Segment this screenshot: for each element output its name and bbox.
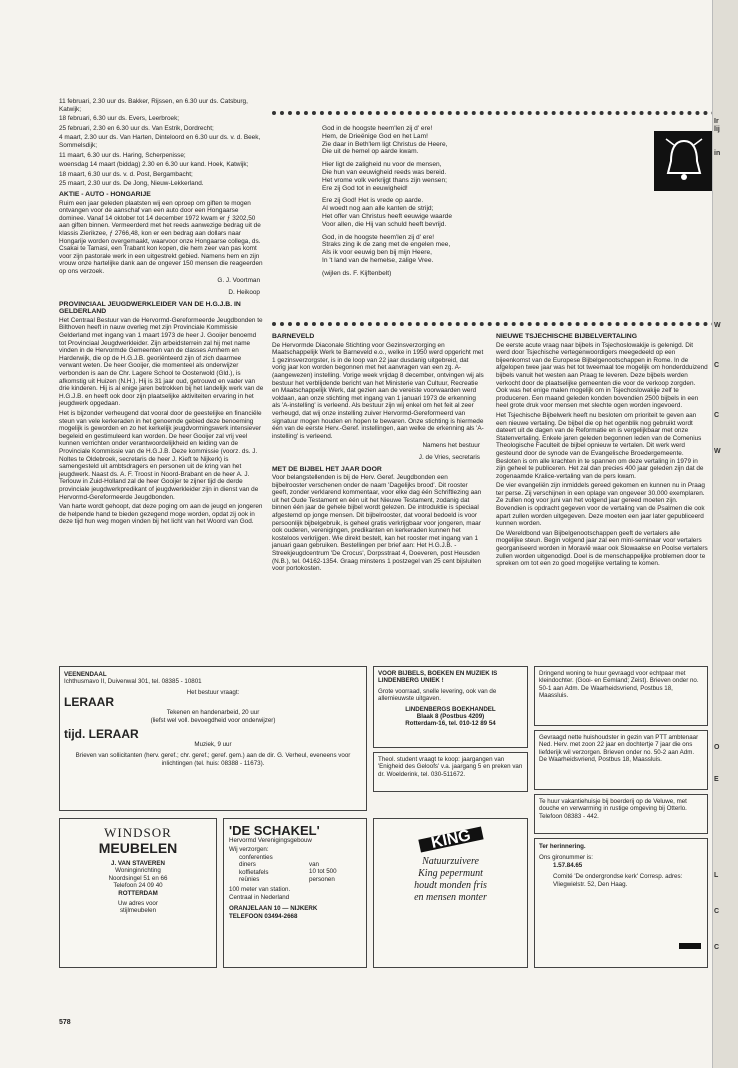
ad-slogan: King pepermunt bbox=[418, 868, 483, 880]
ad-line: Ons gironummer is: bbox=[539, 854, 593, 862]
poem-credit: (wijlen ds. F. Kijftenbelt) bbox=[322, 269, 392, 277]
ad-head: VOOR BIJBELS, BOEKEN EN MUZIEK IS LINDENBERG UNIEK ! bbox=[378, 670, 498, 685]
article-title-tsjechische: NIEUWE TSJECHISCHE BIJBELVERTALING bbox=[496, 333, 637, 340]
adjacent-page-text: W bbox=[714, 322, 721, 329]
adjacent-page-text: C bbox=[714, 412, 720, 419]
schedule-line: 11 februari, 2.30 uur ds. Bakker, Rijssen, en 6.30 uur ds. Catsburg, Katwijk; bbox=[59, 98, 248, 113]
ad-herinnering bbox=[534, 838, 708, 968]
adjacent-page-text: C bbox=[714, 362, 720, 369]
poem-line: Die hun van eeuwigheid reeds was bereid. bbox=[322, 168, 447, 176]
ad-item: diners bbox=[239, 861, 256, 869]
adjacent-page-text: W bbox=[714, 448, 721, 455]
poem-stanza bbox=[322, 125, 582, 156]
ad-item: conferenties bbox=[239, 853, 273, 861]
ad-phone: Rotterdam-16, tel. 010-12 89 54 bbox=[405, 720, 496, 728]
ad-brand: WINDSOR bbox=[104, 825, 172, 840]
ad-sub: Tekenen en handenarbeid, 20 uur bbox=[166, 709, 260, 717]
column-2 bbox=[272, 330, 484, 575]
schedule-line: 18 februari, 6.30 uur ds. Evers, Leerbroek; bbox=[59, 115, 180, 123]
ad-shop: LINDENBERGS BOEKHANDEL bbox=[405, 705, 496, 713]
poem-line: Het offer van Christus heeft eeuwige waarde bbox=[322, 212, 452, 220]
ad-sub: Muziek, 9 uur bbox=[194, 741, 232, 749]
adjacent-page-text: lij bbox=[714, 126, 720, 133]
king-logo: KING bbox=[418, 826, 483, 852]
poem-line: Ere zij God! Het is vrede op aarde. bbox=[322, 197, 424, 205]
ad-line: Noordsingel 51 en 66 bbox=[108, 874, 168, 882]
adjacent-page-text: Ir bbox=[714, 118, 719, 125]
ad-capacity bbox=[309, 854, 337, 884]
adjacent-page-text: E bbox=[714, 776, 719, 783]
ad-line: Woninginrichting bbox=[115, 867, 161, 875]
ad-woning bbox=[534, 666, 708, 726]
column-1 bbox=[59, 98, 264, 528]
article-body: De vier evangeliën zijn inmiddels gereed gekomen en kunnen nu in Praag ter perse. Zij verschijnen in een oplage van ongeveer 30.000 exemplaren. Ze zullen nog voor juni van het volgend jaar gereed moeten zijn. Bovendien is opdracht gegeven voor de vertaling van de Psalmen die ook apart zullen worden uitgegeven. Deze moeten een jaar later gepubliceerd kunnen worden. bbox=[496, 482, 705, 528]
poem-line: Als ik voor eeuwig ben bij mijn Heere, bbox=[322, 249, 432, 257]
signature: D. Heikoop bbox=[228, 289, 260, 297]
article-body: Van harte wordt gehoopt, dat deze poging om aan de jeugd en jongeren de helpende hand te bieden gezegend moge worden, opdat zij ook in deze tijd hun weg mogen vinden bij het licht van het Woord van God. bbox=[59, 503, 263, 526]
poem-line: In 't land van de hemelse, zalige Vree. bbox=[322, 256, 434, 264]
adjacent-page-text: C bbox=[714, 908, 720, 915]
ad-address: Ichthusmavo II, Duivenwal 301, tel. 08385 - 10801 bbox=[64, 678, 202, 686]
article-body: De Hervormde Diaconale Stichting voor Gezinsverzorging en Maatschappelijk Werk te Barneveld e.o., welke in 1950 werd opgericht met 1 gezinsverzorgster, is in de loop van 22 jaar dusdanig uitgebreid, dat vorig jaar kon worden begonnen met het aanvragen van een zg. A-(aangewezen) instelling. Vorige week vrijdag 8 december, ontvingen wij als bestuur het verblijdende bericht van het Ministerie van Cultuur, Recreatie en Maatschappelijk Werk, dat gezien aan de vereiste voorwaarden werd voldaan, aan onze stichting met ingang van 1 januari 1973 de erkenning als 'A-instelling' is verleend. Als bestuur zijn wij enkel om het feit al zeer verheugd, dat wij onze instelling zuiver Hervormd-Gereformeerd van signatuur mogen houden en hopen te bewaren. Onze stichting is hiermede één van de eerste Herv.-Geref. instellingen, aan welke de erkenning als 'A-instelling' is verleend. bbox=[272, 341, 484, 440]
schedule-line: 18 maart, 6.30 uur ds. v. d. Post, Bergambacht; bbox=[59, 170, 193, 178]
poem-line: Ere zij God tot in eeuwigheid! bbox=[322, 184, 408, 192]
ad-line: Wij verzorgen: bbox=[229, 846, 269, 854]
adjacent-page-text: C bbox=[714, 944, 720, 951]
ad-line: Centraal in Nederland bbox=[229, 893, 290, 901]
ad-veenendaal bbox=[59, 666, 367, 811]
article-body: Het Tsjechische Bijbelwerk heeft nu besloten om prioriteit te geven aan een nieuwe vertaling. De bijbel die op het ogenblik nog gebruikt wordt dateert uit de dagen van de Reformatie en is vergelijkbaar met onze Statenvertaling. Enkele jaren geleden begonnen leden van de Comenius Theologische Faculteit de bijbel opnieuw te vertalen. Dit werk werd gesteund door de synode van de Evangelische Broedergemeente. Besloten is om alle krachten in te spannen om deze vertaling in 1979 in zijn geheel te publiceren. Het zal dan precies 400 jaar geleden zijn dat de zogenaamde Kralice-vertaling van de pers kwam. bbox=[496, 411, 704, 480]
bell-icon bbox=[654, 131, 714, 191]
ad-line: Comité 'De ondergrondse kerk' Corresp. adres: Vliegwielstr. 52, Den Haag. bbox=[553, 873, 683, 888]
ad-line: J. VAN STAVEREN bbox=[111, 860, 165, 867]
ad-title: Ter herinnering. bbox=[539, 843, 586, 850]
ad-slogan: en mensen monter bbox=[414, 892, 487, 904]
schedule-line: 25 maart, 2.30 uur ds. De Jong, Nieuw-Lekkerland. bbox=[59, 180, 204, 188]
poem-line: God, in de hoogste heem'len zij d' ere! bbox=[322, 233, 435, 241]
ad-item: personen bbox=[309, 875, 335, 883]
black-bar bbox=[679, 943, 701, 949]
ad-line: Telefoon 24 09 40 bbox=[113, 882, 163, 890]
schedule-line: 4 maart, 2.30 uur ds. Van Harten, Dinteloord en 6.30 uur ds. v. d. Beek, Sommelsdijk; bbox=[59, 134, 261, 149]
poem-line: Het vrome volk verkrijgt thans zijn wensen; bbox=[322, 176, 447, 184]
christmas-poem-box bbox=[272, 111, 732, 326]
ad-text: Gevraagd nette huishoudster in gezin van PTT ambtenaar Ned. Herv. met zoon 22 jaar en dochtertje 7 jaar die ons liefderijk wil verzorgen. Brieven onder no. 50-2 aan Adm. De Waarheidsvriend, Postbus 18, Maassluis. bbox=[539, 734, 699, 764]
ad-address: ORANJELAAN 10 — NIJKERK bbox=[229, 905, 318, 913]
ad-king bbox=[373, 818, 528, 968]
ad-slogan: houdt monden fris bbox=[414, 880, 487, 892]
ad-giro: 1.57.84.65 bbox=[553, 861, 583, 869]
poem-line: Hier ligt de zaligheid nu voor de mensen, bbox=[322, 161, 442, 169]
poem-line: Straks zing ik de zang met de engelen mee, bbox=[322, 241, 451, 249]
ad-brand: MEUBELEN bbox=[98, 840, 178, 856]
ad-ask: Het bestuur vraagt: bbox=[186, 688, 240, 696]
poem-stanza bbox=[322, 197, 582, 228]
ad-line: ROTTERDAM bbox=[118, 889, 158, 897]
signature: Namens het bestuur bbox=[422, 442, 480, 450]
ad-line: stijlmeubelen bbox=[119, 907, 157, 915]
article-title-barneveld: BARNEVELD bbox=[272, 333, 315, 340]
article-body: Het Centraal Bestuur van de Hervormd-Gereformeerde Jeugdbonden te Bilthoven heeft in nauw overleg met zijn Provinciale Kommissie Gelderland met ingang van 1 maart 1973 de heer J. Gooijer benoemd tot Provinciaal Jeugdwerkleider. Zijn arbeidsterrein zal hij met name vinden in de Hervormde Gemeenten van de classes Arnhem en Harderwijk, die op de H.G.J.B. georiënteerd zijn of zich daarmee verwant weten. De heer Gooijer, die momenteel als onderwijzer verbonden is aan de Chr. Lagere School te Oosterwold (Gld.), is afkomstig uit Huizen (N.H.). Hij is 31 jaar oud, getrouwd en vader van drie kinderen. Hij is al enige jaren betrokken bij het landelijk werk van de H.G.J.B. en heeft ook door zijn plaatselijke aktiviteiten ervaring in het jeugdwerk opgedaan. bbox=[59, 316, 264, 408]
article-body: De Wereldbond van Bijbelgenootschappen geeft de vertalers alle mogelijke steun. Begin volgend jaar zal een mini-seminaar voor vertalers georganiseerd worden in Moravië waar ook Slowaakse en Poolse vertalers zullen worden uitgenodigd. Doel is de menschappelijke problemen door te spreken om tot een zo goed mogelijke vertaling te komen. bbox=[496, 529, 708, 568]
ad-text: Te huur vakantiehuisje bij boerderij op de Veluwe, met douche en verwarming in rustige omgeving bij Otterlo. Telefoon 08383 - 442. bbox=[539, 798, 687, 820]
poem-line: Voor allen, die Hij van schuld heeft bevrijd. bbox=[322, 220, 447, 228]
ad-item: 10 tot 500 bbox=[309, 868, 337, 876]
adjacent-page-text: O bbox=[714, 744, 720, 751]
ad-windsor bbox=[59, 818, 217, 968]
ad-slogan: Natuurzuivere bbox=[422, 856, 479, 868]
ad-lindenberg bbox=[373, 666, 528, 748]
adjacent-page-text: L bbox=[714, 872, 719, 879]
poem-stanza bbox=[322, 161, 582, 192]
ad-line: 100 meter van station. bbox=[229, 886, 291, 894]
ad-title: tijd. LERAAR bbox=[64, 727, 139, 742]
article-body-aktie: Ruim een jaar geleden plaatsten wij een oproep om giften te mogen ontvangen voor de aanschaf van een auto door een Hongaarse dominee. Vanaf 14 oktober tot 14 december 1972 kwam er ƒ 3202,50 aan giften binnen. Vermeerderd met het reeds aanwezige bedrag uit de klassis Zierikzee, ƒ 2766,48, kon er een bedrag aan dollars naar Hongarije worden overgemaakt, waarvoor onze Hongaarse collega, ds. Csakai te Tamasi, een Trabant kon kopen, die hem zeer van pas komt voor zijn pastorale werk in een uitgestrekt gebied. Namens hem en zijn vrouw onze hartelijke dank aan de ongever 150 mensen die reageerden op ons verzoek. bbox=[59, 199, 263, 275]
ad-sub: (liefst wel voll. bevoegdheid voor onderwijzer) bbox=[150, 716, 276, 724]
poem-line: Hem, de Drieënige God en het Lam! bbox=[322, 132, 428, 140]
signature: J. de Vries, secretaris bbox=[418, 453, 480, 461]
schedule-line: 25 februari, 2.30 en 6.30 uur ds. Van Estrik, Dordrecht; bbox=[59, 124, 214, 132]
ad-schakel bbox=[223, 818, 367, 968]
ad-item: reünies bbox=[239, 876, 260, 884]
ad-title: 'DE SCHAKEL' bbox=[229, 823, 320, 838]
ad-item: koffietafels bbox=[239, 868, 269, 876]
article-title-aktie: AKTIE - AUTO - HONGARIJE bbox=[59, 190, 151, 198]
ad-text: Theol. student vraagt te koop: jaargangen van 'Enigheid des Geloofs' v.a. jaargang 5 en preken van dr. Woelderink, tel. 030-511672. bbox=[378, 756, 523, 778]
signature: G. J. Voortman bbox=[217, 277, 260, 285]
column-3 bbox=[496, 330, 708, 570]
schedule-line: 11 maart, 6.30 uur ds. Haring, Scherpenisse; bbox=[59, 151, 186, 159]
article-body: Het is bijzonder verheugend dat vooral door de geestelijke en financiële steun van vele kerkeraden in het genoemde gebied deze benoeming mogelijk is geworden en zo het kerkelijk jeugdvormingswerk intensiever begeleid en gestimuleerd kan worden. De heer Gooijer zal vrij veel kunnen verrichten onder verantwoordelijkheid en leiding van de Provinciale Kommissie van de H.G.J.B. Deze kommissie (voorz. ds. J. Noltes te Oldebroek, secretaris de heer J. Kieft te Nijkerk) is samengesteld uit ambtsdragers en personen uit de kring van het jeugdwerk. Naast ds. A. F. Troost in Noord-Brabant en de heer A. J. Terlouw in Zuid-Holland zal de heer Gooijer te zijner tijd de derde provinciale jeugdwerkpredikant of jeugdwerkleider zijn in dienst van de Hervormd-Gereformeerde Jeugdbonden. bbox=[59, 409, 262, 501]
schedule-line: woensdag 14 maart (biddag) 2.30 en 6.30 uur kand. Hoek, Katwijk; bbox=[59, 161, 249, 169]
article-body: Voor belangstellenden is bij de Herv. Geref. Jeugdbonden een bijbelrooster verschenen onder de naam 'Dagelijks brood'. Dit rooster geeft, zonder verklarend kommentaar, voor elke dag één Schriftlezing aan uit het Oude Testament en één uit het Nieuwe Testament, zodanig dat binnen één jaar de gehele bijbel wordt gelezen. De introduktie is speciaal afgestemd op jonge mensen. Dit bijbelrooster, dat vooral bedoeld is voor persoonlijk bijbelgebruik, is geheel gratis verkrijgbaar voor jongeren, maar ook ouderen, verenigingen, predikanten en kerkeraden kunnen het kosteloos verkrijgen. Wie direkt bestelt, kan het rooster met ingang van 1 januari gaan gebruiken. Bestellingen per brief aan: Het H.G.J.B. - Streekjeugdcentrum 'De Crocus', Dorpsstraat 4, Doeveren, post Heusden (N.B.), tel. 04162-1354. Graag minstens 1 postzegel van 25 cent bijsluiten voor portokosten. bbox=[272, 474, 482, 573]
ad-services bbox=[229, 854, 361, 884]
article-body: De eerste acute vraag naar bijbels in Tsjechoslowakije is gelenigd. Dit werd door Tsjechische vertegenwoordigers meegedeeld op een bijeenkomst van de Europese Bijbelgenootschappen in Rome. In de afgelopen twee jaar was het tot tweemaal toe mogelijk om honderdduizend bijbels vanuit het westen aan Praag te leveren. Deze bijbels werden verkocht door de plaatselijke gemeenten die voor de verkoop zorgden. Ook was het enige malen mogelijk om in Tsjechoslowakije zelf te produceren. Een maand geleden konden bovendien 2500 bijbels in een heel grote druk voor mensen met slechte ogen worden ingevoerd. bbox=[496, 341, 708, 410]
ad-huishoudster bbox=[534, 730, 708, 790]
ad-theol bbox=[373, 752, 528, 792]
poem-line: Zie daar in Beth'lem ligt Christus de Heere, bbox=[322, 140, 448, 148]
ad-footer: Brieven van sollicitanten (herv. geref.; chr. geref.; geref. gem.) aan de dir. G. Verheul, eveneens voor inlichtingen (tel. huis: 08388 - 11673). bbox=[75, 752, 351, 767]
ad-text: Dringend woning te huur gevraagd voor echtpaar met kleindochter. (Gooi- en Eemland; Zeist). Brieven onder no. 50-1 aan Adm. De Waarheidsvriend, Postbus 18, Maassluis. bbox=[539, 670, 699, 700]
ad-sub: Hervormd Verenigingsgebouw bbox=[229, 837, 312, 844]
ad-place: VEENENDAAL bbox=[64, 671, 107, 678]
ad-title: LERAAR bbox=[64, 695, 114, 710]
ad-phone: TELEFOON 03494-2668 bbox=[229, 912, 298, 920]
article-title-provinciaal: PROVINCIAAL JEUGDWERKLEIDER VAN DE H.G.J.B. IN GELDERLAND bbox=[59, 300, 241, 316]
adjacent-page-text: in bbox=[714, 150, 721, 157]
poem-line: Die uit de hemel op aarde kwam. bbox=[322, 148, 419, 156]
ad-vakantiehuisje bbox=[534, 794, 708, 834]
ad-address: Blaak 8 (Postbus 4209) bbox=[416, 713, 485, 721]
sermon-schedule bbox=[59, 98, 264, 188]
ad-item: van bbox=[309, 860, 319, 868]
page-number: 578 bbox=[59, 1019, 71, 1026]
ad-service-list bbox=[229, 854, 309, 884]
poem-line: Al woedt nog aan alle kanten de strijd; bbox=[322, 205, 434, 213]
poem-text bbox=[322, 125, 582, 278]
article-title-bijbel: MET DE BIJBEL HET JAAR DOOR bbox=[272, 465, 382, 473]
ad-line: Uw adres voor bbox=[118, 900, 158, 908]
poem-line: God in de hoogste heem'len zij d' ere! bbox=[322, 125, 433, 132]
ad-line: Grote voorraad, snelle levering, ook van de allernieuwste uitgaven. bbox=[378, 687, 497, 703]
poem-stanza bbox=[322, 234, 582, 265]
